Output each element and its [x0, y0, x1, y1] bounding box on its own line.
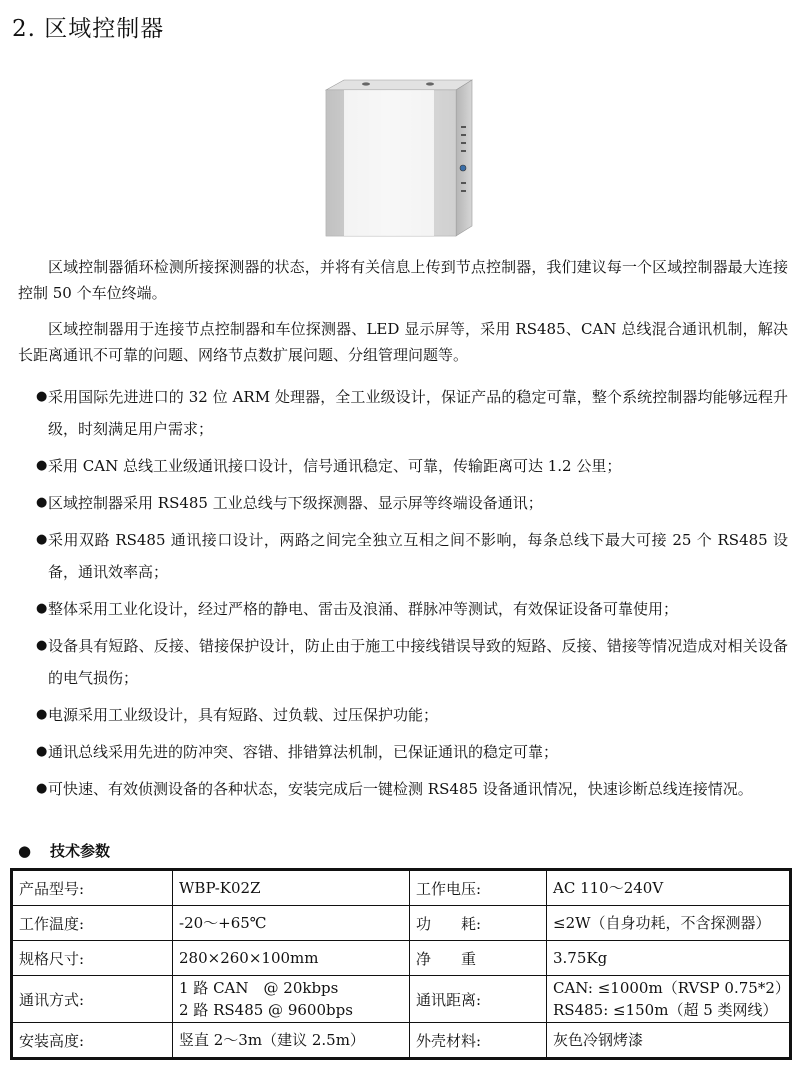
spec-key: 安装高度:: [12, 1023, 173, 1059]
bullet-icon: ●: [36, 458, 48, 473]
spec-value: [547, 941, 791, 976]
spec-value-line: RS485: ≤150m（超 5 类网线）: [553, 1001, 778, 1019]
bullet-icon: ●: [36, 495, 48, 510]
spec-key: 工作电压:: [410, 870, 547, 906]
table-row: [12, 870, 791, 906]
spec-table: [10, 868, 792, 1060]
spec-value-line: WBP-K02Z: [179, 879, 261, 897]
list-item: [18, 487, 788, 519]
spec-key: 工作温度:: [12, 906, 173, 941]
bullet-icon: ●: [36, 707, 48, 722]
spec-key: 外壳材料:: [410, 1023, 547, 1059]
spec-heading: [18, 840, 110, 861]
spec-value-line: 280×260×100mm: [179, 949, 319, 967]
list-item: [18, 773, 788, 805]
table-row: [12, 976, 791, 1023]
feature-text: 设备具有短路、反接、错接保护设计，防止由于施工中接线错误导致的短路、反接、错接等情况造成对相关设备的电气损伤；: [48, 637, 788, 687]
list-item: [18, 450, 788, 482]
spec-value: [173, 870, 410, 906]
feature-text: 区域控制器采用 RS485 工业总线与下级探测器、显示屏等终端设备通讯；: [48, 494, 543, 512]
spec-key: 净 重: [410, 941, 547, 976]
feature-text: 采用 CAN 总线工业级通讯接口设计，信号通讯稳定、可靠，传输距离可达 1.2 公里；: [48, 457, 622, 475]
feature-text: 采用双路 RS485 通讯接口设计，两路之间完全独立互相之间不影响，每条总线下最大可接 25 个 RS485 设备，通讯效率高；: [48, 531, 788, 581]
spec-key: 规格尺寸:: [12, 941, 173, 976]
spec-value: [173, 941, 410, 976]
intro-paragraph-1: 区域控制器循环检测所接探测器的状态，并将有关信息上传到节点控制器，我们建议每一个区域控制器最大连接控制 50 个车位终端。: [18, 258, 788, 302]
spec-value: [173, 976, 410, 1023]
spec-value-line: 竖直 2～3m（建议 2.5m）: [179, 1031, 365, 1049]
spec-value: [547, 1023, 791, 1059]
feature-text: 可快速、有效侦测设备的各种状态，安装完成后一键检测 RS485 设备通讯情况，快速诊断总线连接情况。: [48, 780, 753, 798]
intro-paragraph-2: 区域控制器用于连接节点控制器和车位探测器、LED 显示屏等，采用 RS485、CAN 总线混合通讯机制，解决长距离通讯不可靠的问题、网络节点数扩展问题、分组管理问题等。: [18, 320, 788, 364]
spec-key: 功 耗:: [410, 906, 547, 941]
table-row: [12, 941, 791, 976]
spec-value: [547, 976, 791, 1023]
list-item: [18, 593, 788, 625]
list-item: [18, 630, 788, 694]
area-controller-image: [322, 76, 478, 250]
list-item: [18, 524, 788, 588]
spec-heading-label: 技术参数: [50, 842, 111, 860]
bullet-icon: ●: [18, 842, 32, 860]
feature-text: 整体采用工业化设计，经过严格的静电、雷击及浪涌、群脉冲等测试，有效保证设备可靠使用；: [48, 600, 679, 618]
spec-value-line: 1 路 CAN @ 20kbps: [179, 979, 339, 997]
bullet-icon: ●: [36, 744, 48, 759]
bullet-icon: ●: [36, 532, 48, 547]
spec-value: [173, 1023, 410, 1059]
spec-value-line: AC 110～240V: [553, 879, 664, 897]
spec-value-line: 3.75Kg: [553, 949, 608, 967]
list-item: [18, 699, 788, 731]
page-title: 2. 区域控制器: [12, 16, 165, 42]
bullet-icon: ●: [36, 601, 48, 616]
spec-value-line: CAN: ≤1000m（RVSP 0.75*2）: [553, 979, 790, 997]
bullet-icon: ●: [36, 389, 48, 404]
spec-value-line: 2 路 RS485 @ 9600bps: [179, 1001, 353, 1019]
spec-value-line: 灰色冷钢烤漆: [553, 1031, 644, 1049]
list-item: [18, 736, 788, 768]
feature-text: 通讯总线采用先进的防冲突、容错、排错算法机制，已保证通讯的稳定可靠；: [48, 743, 559, 761]
list-item: [18, 381, 788, 445]
feature-text: 采用国际先进进口的 32 位 ARM 处理器，全工业级设计，保证产品的稳定可靠，整个系统控制器均能够远程升级，时刻满足用户需求；: [48, 388, 788, 438]
spec-value: [547, 906, 791, 941]
table-row: [12, 906, 791, 941]
spec-value: [547, 870, 791, 906]
spec-value-line: ≤2W（自身功耗，不含探测器）: [553, 914, 771, 932]
spec-key: 产品型号:: [12, 870, 173, 906]
feature-list: [18, 381, 788, 810]
bullet-icon: ●: [36, 781, 48, 796]
spec-value: [173, 906, 410, 941]
feature-text: 电源采用工业级设计，具有短路、过负载、过压保护功能；: [48, 706, 439, 724]
table-row: [12, 1023, 791, 1059]
spec-value-line: -20～+65℃: [179, 914, 267, 932]
bullet-icon: ●: [36, 638, 48, 653]
spec-key: 通讯距离:: [410, 976, 547, 1023]
spec-key: 通讯方式:: [12, 976, 173, 1023]
